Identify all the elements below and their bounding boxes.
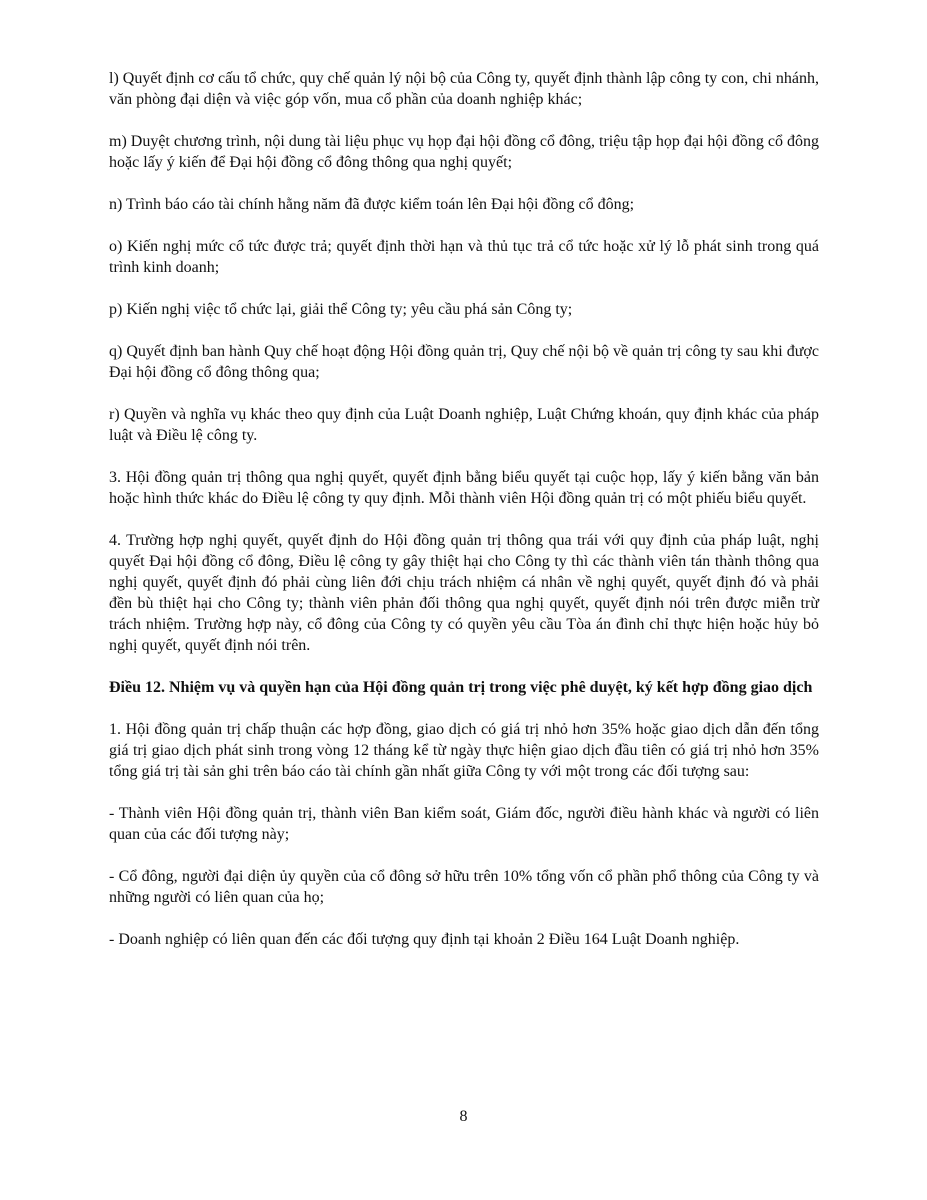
- clause-l: l) Quyết định cơ cấu tổ chức, quy chế quản lý nội bộ của Công ty, quyết định thành lập công ty con, chi nhánh, văn phòng đại diện và việc góp vốn, mua cổ phần của doanh nghiệp khác;: [109, 70, 819, 108]
- clause-m: m) Duyệt chương trình, nội dung tài liệu phục vụ họp đại hội đồng cổ đông, triệu tập họp đại hội đồng cổ đông hoặc lấy ý kiến để Đại hội đồng cổ đông thông qua nghị quyết;: [109, 133, 819, 171]
- clause-r: r) Quyền và nghĩa vụ khác theo quy định của Luật Doanh nghiệp, Luật Chứng khoán, quy định khác của pháp luật và Điều lệ công ty.: [109, 406, 819, 444]
- document-page: [109, 68, 819, 971]
- clause-p: p) Kiến nghị việc tổ chức lại, giải thể Công ty; yêu cầu phá sản Công ty;: [109, 301, 573, 318]
- clause-n: n) Trình báo cáo tài chính hằng năm đã được kiểm toán lên Đại hội đồng cổ đông;: [109, 196, 635, 213]
- page-number: 8: [459, 1108, 468, 1125]
- clause-q: q) Quyết định ban hành Quy chế hoạt động Hội đồng quản trị, Quy chế nội bộ về quản trị công ty sau khi được Đại hội đồng cổ đông thông qua;: [109, 343, 819, 381]
- section-4: 4. Trường hợp nghị quyết, quyết định do Hội đồng quản trị thông qua trái với quy định của pháp luật, nghị quyết Đại hội đồng cổ đông, Điều lệ công ty gây thiệt hại cho Công ty thì các thành viên tán thành thông qua nghị quyết, quyết định đó phải cùng liên đới chịu trách nhiệm cá nhân về nghị quyết, quyết định đó và phải đền bù thiệt hại cho Công ty; thành viên phản đối thông qua nghị quyết, quyết định nói trên được miễn trừ trách nhiệm. Trường hợp này, cổ đông của Công ty có quyền yêu cầu Tòa án đình chỉ thực hiện hoặc hủy bỏ nghị quyết, quyết định nói trên.: [109, 532, 819, 654]
- section-3: 3. Hội đồng quản trị thông qua nghị quyết, quyết định bằng biểu quyết tại cuộc họp, lấy ý kiến bằng văn bản hoặc hình thức khác do Điều lệ công ty quy định. Mỗi thành viên Hội đồng quản trị có một phiếu biểu quyết.: [109, 469, 819, 507]
- article-12-heading: Điều 12. Nhiệm vụ và quyền hạn của Hội đồng quản trị trong việc phê duyệt, ký kết hợp đồng giao dịch: [109, 679, 813, 696]
- bullet-shareholders: - Cổ đông, người đại diện ủy quyền của cổ đông sở hữu trên 10% tổng vốn cổ phần phổ thông của Công ty và những người có liên quan của họ;: [109, 868, 819, 906]
- bullet-board-members: - Thành viên Hội đồng quản trị, thành viên Ban kiểm soát, Giám đốc, người điều hành khác và người có liên quan của các đối tượng này;: [109, 805, 819, 843]
- article-12-section-1: 1. Hội đồng quản trị chấp thuận các hợp đồng, giao dịch có giá trị nhỏ hơn 35% hoặc giao dịch dẫn đến tổng giá trị giao dịch phát sinh trong vòng 12 tháng kể từ ngày thực hiện giao dịch đầu tiên có giá trị nhỏ hơn 35% tổng giá trị tài sản ghi trên báo cáo tài chính gần nhất giữa Công ty với một trong các đối tượng sau:: [109, 721, 819, 780]
- bullet-related-enterprises: - Doanh nghiệp có liên quan đến các đối tượng quy định tại khoản 2 Điều 164 Luật Doanh nghiệp.: [109, 931, 740, 948]
- clause-o: o) Kiến nghị mức cổ tức được trả; quyết định thời hạn và thủ tục trả cổ tức hoặc xử lý lỗ phát sinh trong quá trình kinh doanh;: [109, 238, 819, 276]
